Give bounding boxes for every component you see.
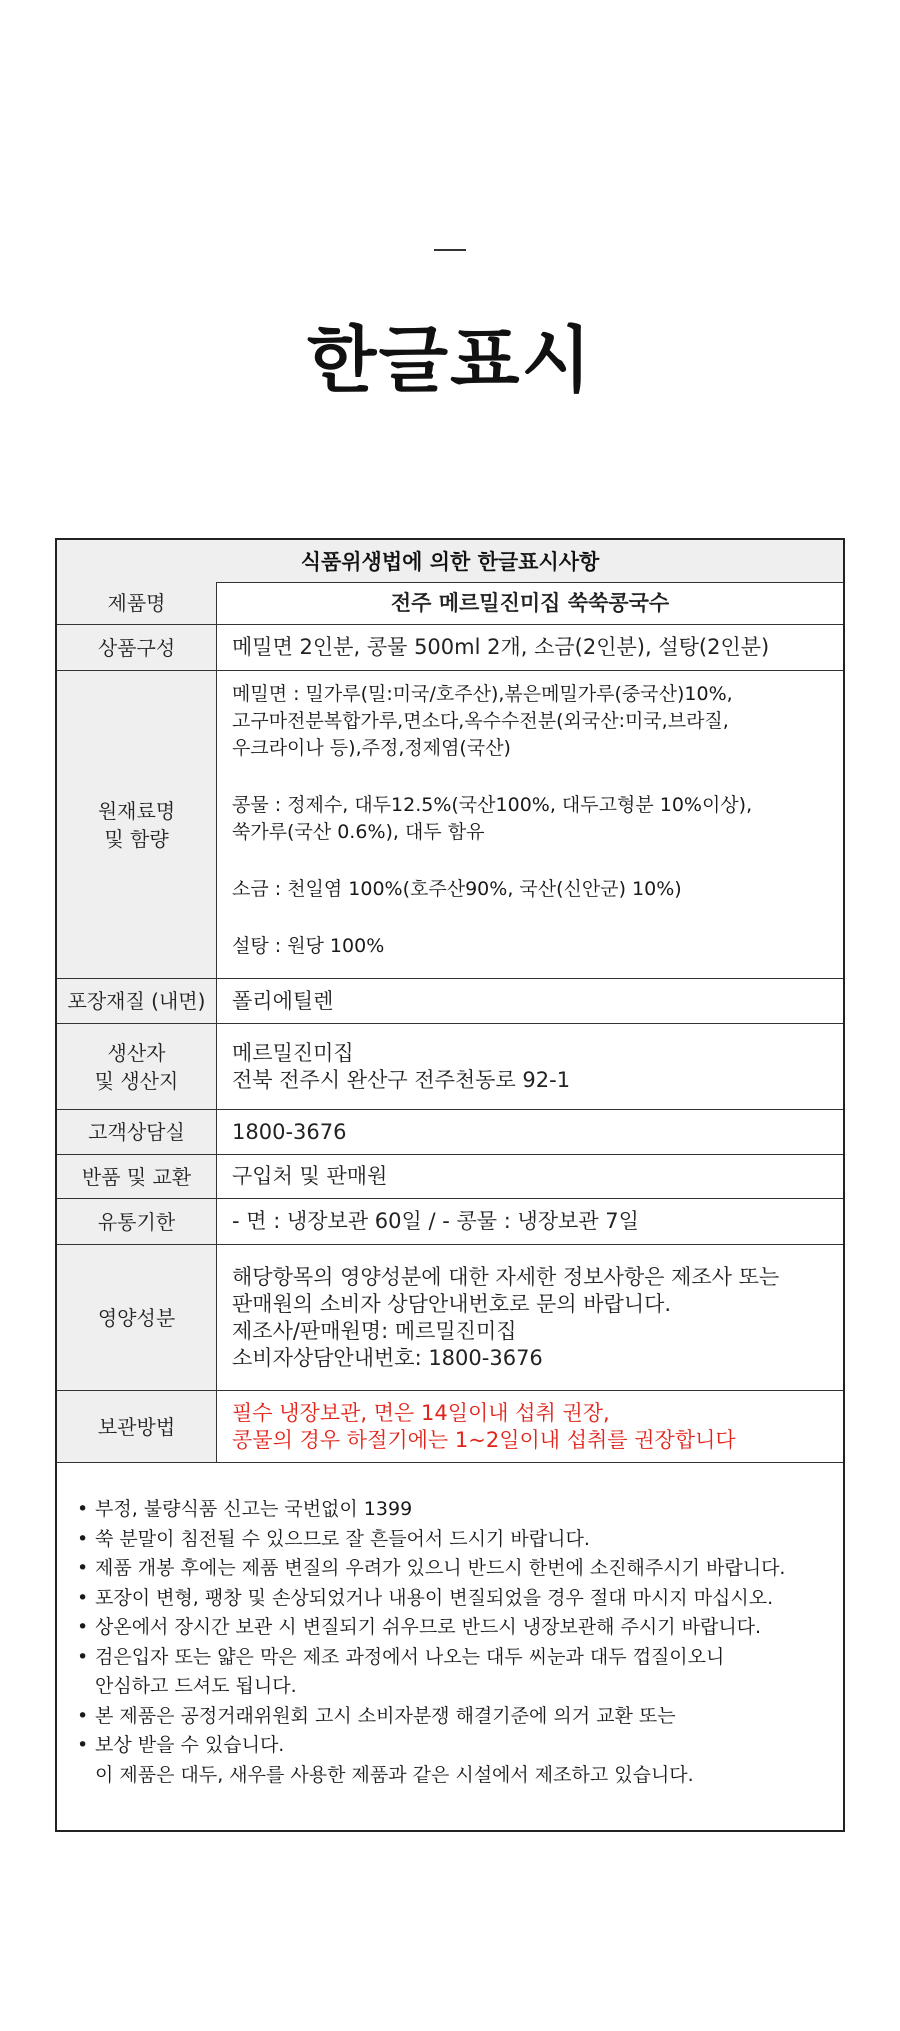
row-label: 고객상담실 xyxy=(57,1110,217,1154)
table-header: 식품위생법에 의한 한글표시사항 xyxy=(57,540,843,583)
producer-name: 메르밀진미집 xyxy=(232,1040,354,1065)
list-item: • 포장이 변형, 팽창 및 손상되었거나 내용이 변질되었을 경우 절대 마시지 마십시오. xyxy=(77,1586,774,1609)
composition-value: 메밀면 2인분, 콩물 500ml 2개, 소금(2인분), 설탕(2인분) xyxy=(232,635,770,659)
row-label: 반품 및 교환 xyxy=(57,1155,217,1198)
ingredient-sugar-line: 설탕 : 원당 100% xyxy=(232,935,385,957)
product-name-value: 전주 메르밀진미집 쑥쑥콩국수 xyxy=(390,590,670,615)
table-row-producer xyxy=(57,1024,843,1110)
row-label: 영양성분 xyxy=(57,1245,217,1390)
expiry-value: - 면 : 냉장보관 60일 / - 콩물 : 냉장보관 7일 xyxy=(232,1209,639,1233)
list-item: • 쑥 분말이 침전될 수 있으므로 잘 흔들어서 드시기 바랍니다. xyxy=(77,1527,590,1550)
nutrition-line: 해당항목의 영양성분에 대한 자세한 정보사항은 제조사 또는 xyxy=(232,1264,780,1289)
row-label: 보관방법 xyxy=(57,1391,217,1462)
packaging-value: 폴리에틸렌 xyxy=(232,988,334,1013)
table-row-packaging xyxy=(57,979,843,1024)
producer-address: 전북 전주시 완산구 전주천동로 92-1 xyxy=(232,1067,571,1092)
nutrition-line: 소비자상담안내번호: 1800-3676 xyxy=(232,1345,543,1370)
table-row-composition xyxy=(57,625,843,671)
row-label: 유통기한 xyxy=(57,1199,217,1244)
row-label: 제품명 xyxy=(57,582,217,624)
row-label: 포장재질 (내면) xyxy=(57,979,217,1023)
notice-list xyxy=(77,1495,837,1790)
list-item: • 제품 개봉 후에는 제품 변질의 우려가 있으니 반드시 한번에 소진해주시기 바랍니다. xyxy=(77,1557,786,1579)
list-item-continuation: 안심하고 드셔도 됩니다. xyxy=(95,1675,297,1697)
row-label: 원재료명 및 함량 xyxy=(57,671,217,978)
table-row-refund xyxy=(57,1155,843,1199)
ingredient-salt-line: 소금 : 천일염 100%(호주산90%, 국산(신안군) 10%) xyxy=(232,878,682,900)
storage-line: 콩물의 경우 하절기에는 1~2일이내 섭취를 권장합니다 xyxy=(232,1427,736,1452)
ingredient-soy-line: 콩물 : 정제수, 대두12.5%(국산100%, 대두고형분 10%이상), xyxy=(232,794,753,816)
list-item: • 검은입자 또는 얇은 막은 제조 과정에서 나오는 대두 씨눈과 대두 껍질이오니 안심하고 드셔도 됩니다. xyxy=(77,1643,837,1702)
list-item: • 본 제품은 공정거래위원회 고시 소비자분쟁 해결기준에 의거 교환 또는 xyxy=(77,1704,676,1727)
table-row-nutrition xyxy=(57,1245,843,1391)
list-item: • 부정, 불량식품 신고는 국번없이 1399 xyxy=(77,1498,413,1520)
nutrition-line: 판매원의 소비자 상담안내번호로 문의 바랍니다. xyxy=(232,1291,672,1316)
nutrition-value xyxy=(217,1245,843,1390)
ingredient-soy-line: 쑥가루(국산 0.6%), 대두 함유 xyxy=(232,821,485,843)
producer-value xyxy=(217,1024,843,1109)
list-item: • 보상 받을 수 있습니다. 이 제품은 대두, 새우를 사용한 제품과 같은 시설에서 제조하고 있습니다. xyxy=(77,1731,837,1790)
list-item: • 상온에서 장시간 보관 시 변질되기 쉬우므로 반드시 냉장보관해 주시기 바랍니다. xyxy=(77,1616,762,1638)
refund-value: 구입처 및 판매원 xyxy=(232,1164,388,1188)
row-label: 생산자 및 생산지 xyxy=(57,1024,217,1109)
table-row-storage xyxy=(57,1391,843,1463)
nutrition-line: 제조사/판매원명: 메르밀진미집 xyxy=(232,1318,517,1343)
table-row-customer xyxy=(57,1110,843,1155)
ingredient-noodle-line: 메밀면 : 밀가루(밀:미국/호주산),볶은메밀가루(중국산)10%, xyxy=(232,683,733,705)
table-row-product-name xyxy=(57,582,843,625)
ingredient-noodle-line: 우크라이나 등),주정,정제염(국산) xyxy=(232,737,511,759)
title-divider xyxy=(434,249,466,251)
page-title: 한글표시 xyxy=(306,318,594,402)
row-label: 상품구성 xyxy=(57,625,217,670)
allergy-notice: 이 제품은 대두, 새우를 사용한 제품과 같은 시설에서 제조하고 있습니다. xyxy=(95,1763,694,1786)
table-row-expiry xyxy=(57,1199,843,1245)
customer-phone: 1800-3676 xyxy=(232,1119,347,1144)
storage-value xyxy=(217,1391,843,1462)
storage-line: 필수 냉장보관, 면은 14일이내 섭취 권장, xyxy=(232,1400,610,1425)
ingredient-noodle-line: 고구마전분복합가루,면소다,옥수수전분(외국산:미국,브라질, xyxy=(232,710,729,732)
ingredients-value xyxy=(232,681,843,960)
table-row-ingredients xyxy=(57,671,843,979)
